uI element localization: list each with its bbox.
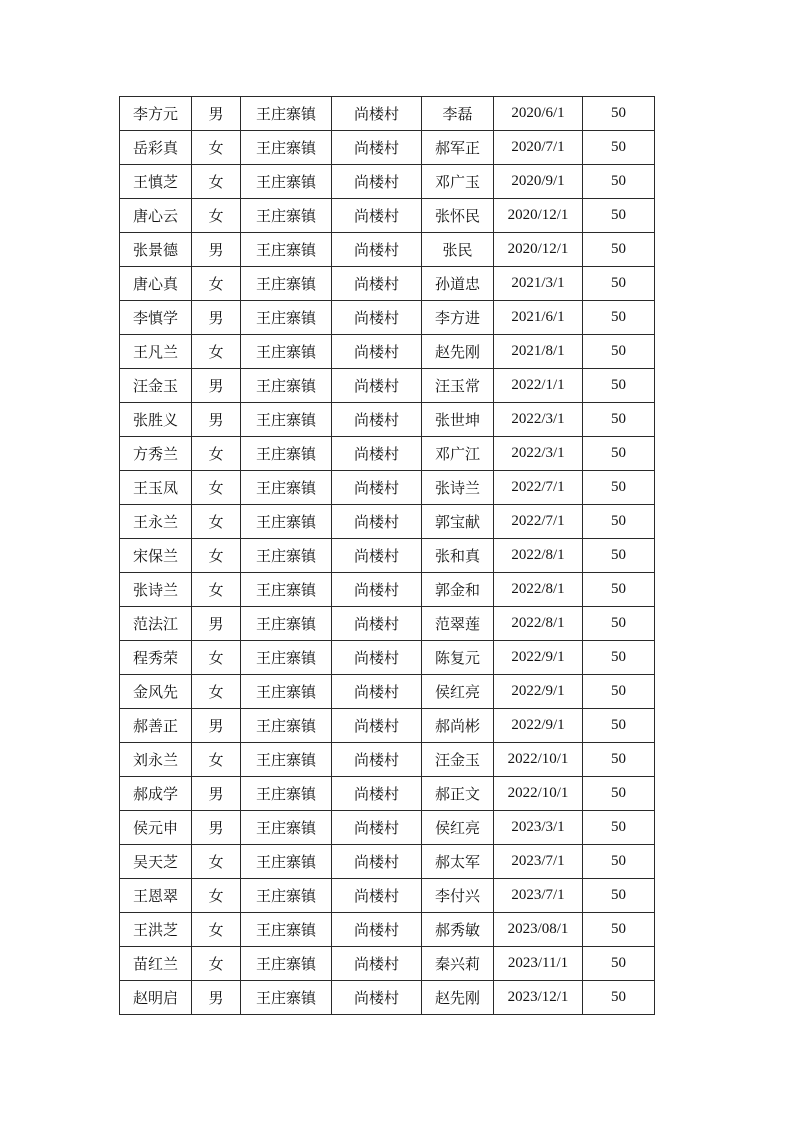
amount-cell: 50	[583, 573, 655, 607]
table-row	[120, 777, 655, 811]
table-row	[120, 709, 655, 743]
town-cell: 王庄寨镇	[241, 845, 332, 879]
gender-cell: 女	[192, 743, 241, 777]
table-row	[120, 471, 655, 505]
village-cell: 尚楼村	[332, 97, 422, 131]
amount-cell: 50	[583, 301, 655, 335]
gender-cell: 男	[192, 607, 241, 641]
village-cell: 尚楼村	[332, 709, 422, 743]
amount-cell: 50	[583, 505, 655, 539]
amount-cell: 50	[583, 981, 655, 1015]
gender-cell: 男	[192, 777, 241, 811]
gender-cell: 男	[192, 97, 241, 131]
table-row	[120, 947, 655, 981]
date-cell: 2020/9/1	[494, 165, 583, 199]
contact-cell: 侯红亮	[422, 811, 494, 845]
name-cell: 王永兰	[120, 505, 192, 539]
village-cell: 尚楼村	[332, 369, 422, 403]
date-cell: 2021/3/1	[494, 267, 583, 301]
village-cell: 尚楼村	[332, 675, 422, 709]
town-cell: 王庄寨镇	[241, 471, 332, 505]
town-cell: 王庄寨镇	[241, 165, 332, 199]
table-row	[120, 335, 655, 369]
town-cell: 王庄寨镇	[241, 199, 332, 233]
name-cell: 李慎学	[120, 301, 192, 335]
village-cell: 尚楼村	[332, 131, 422, 165]
contact-cell: 郝正文	[422, 777, 494, 811]
contact-cell: 张诗兰	[422, 471, 494, 505]
gender-cell: 女	[192, 505, 241, 539]
amount-cell: 50	[583, 913, 655, 947]
village-cell: 尚楼村	[332, 879, 422, 913]
date-cell: 2023/11/1	[494, 947, 583, 981]
gender-cell: 女	[192, 165, 241, 199]
name-cell: 唐心真	[120, 267, 192, 301]
contact-cell: 汪金玉	[422, 743, 494, 777]
gender-cell: 男	[192, 301, 241, 335]
village-cell: 尚楼村	[332, 301, 422, 335]
contact-cell: 郭金和	[422, 573, 494, 607]
amount-cell: 50	[583, 233, 655, 267]
village-cell: 尚楼村	[332, 811, 422, 845]
amount-cell: 50	[583, 879, 655, 913]
town-cell: 王庄寨镇	[241, 641, 332, 675]
table-row	[120, 97, 655, 131]
town-cell: 王庄寨镇	[241, 233, 332, 267]
date-cell: 2022/8/1	[494, 573, 583, 607]
village-cell: 尚楼村	[332, 981, 422, 1015]
contact-cell: 李方进	[422, 301, 494, 335]
village-cell: 尚楼村	[332, 641, 422, 675]
gender-cell: 男	[192, 981, 241, 1015]
town-cell: 王庄寨镇	[241, 675, 332, 709]
village-cell: 尚楼村	[332, 777, 422, 811]
name-cell: 吴天芝	[120, 845, 192, 879]
table-row	[120, 573, 655, 607]
table-row	[120, 403, 655, 437]
village-cell: 尚楼村	[332, 403, 422, 437]
town-cell: 王庄寨镇	[241, 879, 332, 913]
contact-cell: 赵先刚	[422, 335, 494, 369]
contact-cell: 李磊	[422, 97, 494, 131]
table-row	[120, 131, 655, 165]
town-cell: 王庄寨镇	[241, 267, 332, 301]
date-cell: 2022/7/1	[494, 505, 583, 539]
date-cell: 2022/3/1	[494, 437, 583, 471]
date-cell: 2020/12/1	[494, 233, 583, 267]
table-row	[120, 301, 655, 335]
town-cell: 王庄寨镇	[241, 913, 332, 947]
gender-cell: 女	[192, 879, 241, 913]
amount-cell: 50	[583, 369, 655, 403]
gender-cell: 女	[192, 573, 241, 607]
amount-cell: 50	[583, 335, 655, 369]
name-cell: 王恩翠	[120, 879, 192, 913]
amount-cell: 50	[583, 777, 655, 811]
town-cell: 王庄寨镇	[241, 301, 332, 335]
town-cell: 王庄寨镇	[241, 539, 332, 573]
name-cell: 王玉凤	[120, 471, 192, 505]
contact-cell: 张民	[422, 233, 494, 267]
village-cell: 尚楼村	[332, 267, 422, 301]
amount-cell: 50	[583, 437, 655, 471]
contact-cell: 汪玉常	[422, 369, 494, 403]
name-cell: 方秀兰	[120, 437, 192, 471]
gender-cell: 女	[192, 199, 241, 233]
village-cell: 尚楼村	[332, 573, 422, 607]
contact-cell: 张世坤	[422, 403, 494, 437]
village-cell: 尚楼村	[332, 437, 422, 471]
amount-cell: 50	[583, 97, 655, 131]
village-cell: 尚楼村	[332, 505, 422, 539]
contact-cell: 邓广玉	[422, 165, 494, 199]
amount-cell: 50	[583, 845, 655, 879]
amount-cell: 50	[583, 131, 655, 165]
date-cell: 2023/08/1	[494, 913, 583, 947]
contact-cell: 郝秀敏	[422, 913, 494, 947]
table-row	[120, 437, 655, 471]
date-cell: 2022/10/1	[494, 743, 583, 777]
village-cell: 尚楼村	[332, 165, 422, 199]
village-cell: 尚楼村	[332, 335, 422, 369]
date-cell: 2022/10/1	[494, 777, 583, 811]
amount-cell: 50	[583, 709, 655, 743]
contact-cell: 陈复元	[422, 641, 494, 675]
gender-cell: 女	[192, 675, 241, 709]
town-cell: 王庄寨镇	[241, 505, 332, 539]
table-row	[120, 641, 655, 675]
table-row	[120, 233, 655, 267]
gender-cell: 女	[192, 437, 241, 471]
village-cell: 尚楼村	[332, 913, 422, 947]
table-row	[120, 913, 655, 947]
date-cell: 2021/6/1	[494, 301, 583, 335]
contact-cell: 郝军正	[422, 131, 494, 165]
contact-cell: 郭宝献	[422, 505, 494, 539]
contact-cell: 孙道忠	[422, 267, 494, 301]
gender-cell: 女	[192, 845, 241, 879]
name-cell: 刘永兰	[120, 743, 192, 777]
amount-cell: 50	[583, 539, 655, 573]
village-cell: 尚楼村	[332, 471, 422, 505]
gender-cell: 女	[192, 913, 241, 947]
contact-cell: 侯红亮	[422, 675, 494, 709]
village-cell: 尚楼村	[332, 199, 422, 233]
name-cell: 王凡兰	[120, 335, 192, 369]
village-cell: 尚楼村	[332, 947, 422, 981]
amount-cell: 50	[583, 165, 655, 199]
contact-cell: 李付兴	[422, 879, 494, 913]
amount-cell: 50	[583, 641, 655, 675]
table-row	[120, 267, 655, 301]
contact-cell: 郝太军	[422, 845, 494, 879]
name-cell: 郝成学	[120, 777, 192, 811]
date-cell: 2020/7/1	[494, 131, 583, 165]
table-row	[120, 539, 655, 573]
gender-cell: 男	[192, 403, 241, 437]
date-cell: 2023/3/1	[494, 811, 583, 845]
amount-cell: 50	[583, 743, 655, 777]
village-cell: 尚楼村	[332, 845, 422, 879]
name-cell: 张景德	[120, 233, 192, 267]
date-cell: 2022/9/1	[494, 709, 583, 743]
name-cell: 赵明启	[120, 981, 192, 1015]
gender-cell: 男	[192, 369, 241, 403]
gender-cell: 男	[192, 709, 241, 743]
name-cell: 金风先	[120, 675, 192, 709]
date-cell: 2022/8/1	[494, 539, 583, 573]
town-cell: 王庄寨镇	[241, 947, 332, 981]
table-row	[120, 845, 655, 879]
contact-cell: 范翠莲	[422, 607, 494, 641]
name-cell: 张诗兰	[120, 573, 192, 607]
date-cell: 2020/6/1	[494, 97, 583, 131]
town-cell: 王庄寨镇	[241, 981, 332, 1015]
amount-cell: 50	[583, 471, 655, 505]
date-cell: 2020/12/1	[494, 199, 583, 233]
table-row	[120, 675, 655, 709]
name-cell: 范法江	[120, 607, 192, 641]
date-cell: 2022/1/1	[494, 369, 583, 403]
town-cell: 王庄寨镇	[241, 811, 332, 845]
amount-cell: 50	[583, 267, 655, 301]
town-cell: 王庄寨镇	[241, 131, 332, 165]
amount-cell: 50	[583, 199, 655, 233]
town-cell: 王庄寨镇	[241, 777, 332, 811]
amount-cell: 50	[583, 403, 655, 437]
name-cell: 岳彩真	[120, 131, 192, 165]
town-cell: 王庄寨镇	[241, 709, 332, 743]
table-row	[120, 879, 655, 913]
name-cell: 汪金玉	[120, 369, 192, 403]
date-cell: 2022/9/1	[494, 675, 583, 709]
amount-cell: 50	[583, 947, 655, 981]
table-row	[120, 199, 655, 233]
town-cell: 王庄寨镇	[241, 573, 332, 607]
contact-cell: 邓广江	[422, 437, 494, 471]
name-cell: 王慎芝	[120, 165, 192, 199]
gender-cell: 女	[192, 641, 241, 675]
name-cell: 唐心云	[120, 199, 192, 233]
date-cell: 2023/12/1	[494, 981, 583, 1015]
village-cell: 尚楼村	[332, 743, 422, 777]
date-cell: 2023/7/1	[494, 879, 583, 913]
records-table-body	[120, 97, 655, 1015]
town-cell: 王庄寨镇	[241, 437, 332, 471]
date-cell: 2022/3/1	[494, 403, 583, 437]
name-cell: 郝善正	[120, 709, 192, 743]
gender-cell: 男	[192, 811, 241, 845]
amount-cell: 50	[583, 675, 655, 709]
table-row	[120, 743, 655, 777]
table-row	[120, 811, 655, 845]
amount-cell: 50	[583, 811, 655, 845]
amount-cell: 50	[583, 607, 655, 641]
date-cell: 2023/7/1	[494, 845, 583, 879]
village-cell: 尚楼村	[332, 539, 422, 573]
date-cell: 2022/7/1	[494, 471, 583, 505]
table-row	[120, 505, 655, 539]
date-cell: 2022/8/1	[494, 607, 583, 641]
name-cell: 张胜义	[120, 403, 192, 437]
contact-cell: 秦兴莉	[422, 947, 494, 981]
table-row	[120, 369, 655, 403]
gender-cell: 女	[192, 539, 241, 573]
name-cell: 王洪芝	[120, 913, 192, 947]
table-row	[120, 165, 655, 199]
gender-cell: 女	[192, 267, 241, 301]
town-cell: 王庄寨镇	[241, 369, 332, 403]
town-cell: 王庄寨镇	[241, 403, 332, 437]
name-cell: 苗红兰	[120, 947, 192, 981]
town-cell: 王庄寨镇	[241, 97, 332, 131]
town-cell: 王庄寨镇	[241, 607, 332, 641]
table-row	[120, 607, 655, 641]
gender-cell: 女	[192, 947, 241, 981]
date-cell: 2021/8/1	[494, 335, 583, 369]
town-cell: 王庄寨镇	[241, 335, 332, 369]
village-cell: 尚楼村	[332, 607, 422, 641]
contact-cell: 张怀民	[422, 199, 494, 233]
contact-cell: 赵先刚	[422, 981, 494, 1015]
name-cell: 宋保兰	[120, 539, 192, 573]
date-cell: 2022/9/1	[494, 641, 583, 675]
contact-cell: 张和真	[422, 539, 494, 573]
town-cell: 王庄寨镇	[241, 743, 332, 777]
table-row	[120, 981, 655, 1015]
gender-cell: 男	[192, 233, 241, 267]
contact-cell: 郝尚彬	[422, 709, 494, 743]
name-cell: 侯元申	[120, 811, 192, 845]
name-cell: 李方元	[120, 97, 192, 131]
village-cell: 尚楼村	[332, 233, 422, 267]
name-cell: 程秀荣	[120, 641, 192, 675]
records-table	[119, 96, 655, 1015]
gender-cell: 女	[192, 131, 241, 165]
gender-cell: 女	[192, 471, 241, 505]
gender-cell: 女	[192, 335, 241, 369]
